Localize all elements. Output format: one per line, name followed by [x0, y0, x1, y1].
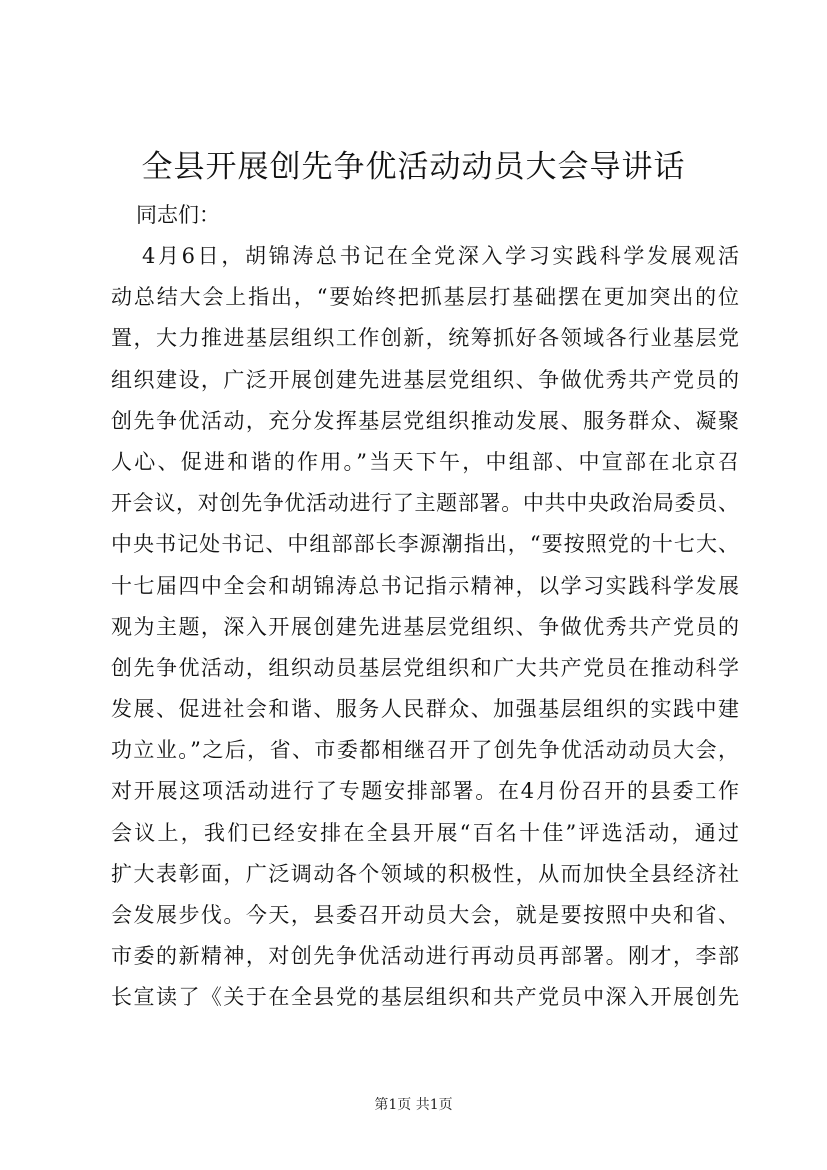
- text-line: 置，大力推进基层组织工作创新，统筹抓好各领域各行业基层党: [111, 326, 739, 351]
- text-line: 观为主题，深入开展创建先进基层党组织、争做优秀共产党员的: [111, 614, 739, 639]
- text-line: 中央书记处书记、中组部部长李源潮指出，“要按照党的十七大、: [111, 532, 739, 557]
- text-line: 发展、促进社会和谐、服务人民群众、加强基层组织的实践中建: [111, 697, 739, 722]
- text-line: 对开展这项活动进行了专题安排部署。在4月份召开的县委工作: [111, 779, 739, 804]
- text-line: 十七届四中全会和胡锦涛总书记指示精神，以学习实践科学发展: [111, 573, 739, 598]
- text-line: 创先争优活动，充分发挥基层党组织推动发展、服务群众、凝聚: [111, 408, 739, 433]
- text-line: 长宣读了《关于在全县党的基层组织和共产党员中深入开展创先: [111, 985, 739, 1010]
- text-line: 扩大表彰面，广泛调动各个领域的积极性，从而加快全县经济社: [111, 861, 739, 886]
- body-paragraph: [111, 236, 739, 1019]
- text-line: 创先争优活动，组织动员基层党组织和广大共产党员在推动科学: [111, 655, 739, 680]
- text-line: 动总结大会上指出，“要始终把抓基层打基础摆在更加突出的位: [111, 285, 739, 310]
- page-footer: 第1页 共1页: [374, 1097, 453, 1113]
- text-line: 功立业。”之后，省、市委都相继召开了创先争优活动动员大会，: [111, 738, 739, 763]
- text-line: 会议上，我们已经安排在全县开展“百名十佳”评选活动，通过: [111, 820, 739, 845]
- text-line: 4月6日，胡锦涛总书记在全党深入学习实践科学发展观活: [142, 244, 739, 268]
- text-line: 开会议，对创先争优活动进行了主题部署。中共中央政治局委员、: [111, 491, 739, 516]
- salutation: 同志们：: [136, 203, 220, 227]
- text-line: 组织建设，广泛开展创建先进基层党组织、争做优秀共产党员的: [111, 367, 739, 392]
- text-line: 市委的新精神，对创先争优活动进行再动员再部署。刚才，李部: [111, 944, 739, 969]
- text-line: 会发展步伐。今天，县委召开动员大会，就是要按照中央和省、: [111, 903, 739, 927]
- document-title: 全县开展创先争优活动动员大会导讲话: [141, 149, 686, 185]
- text-line: 人心、促进和谐的作用。”当天下午，中组部、中宣部在北京召: [111, 449, 739, 474]
